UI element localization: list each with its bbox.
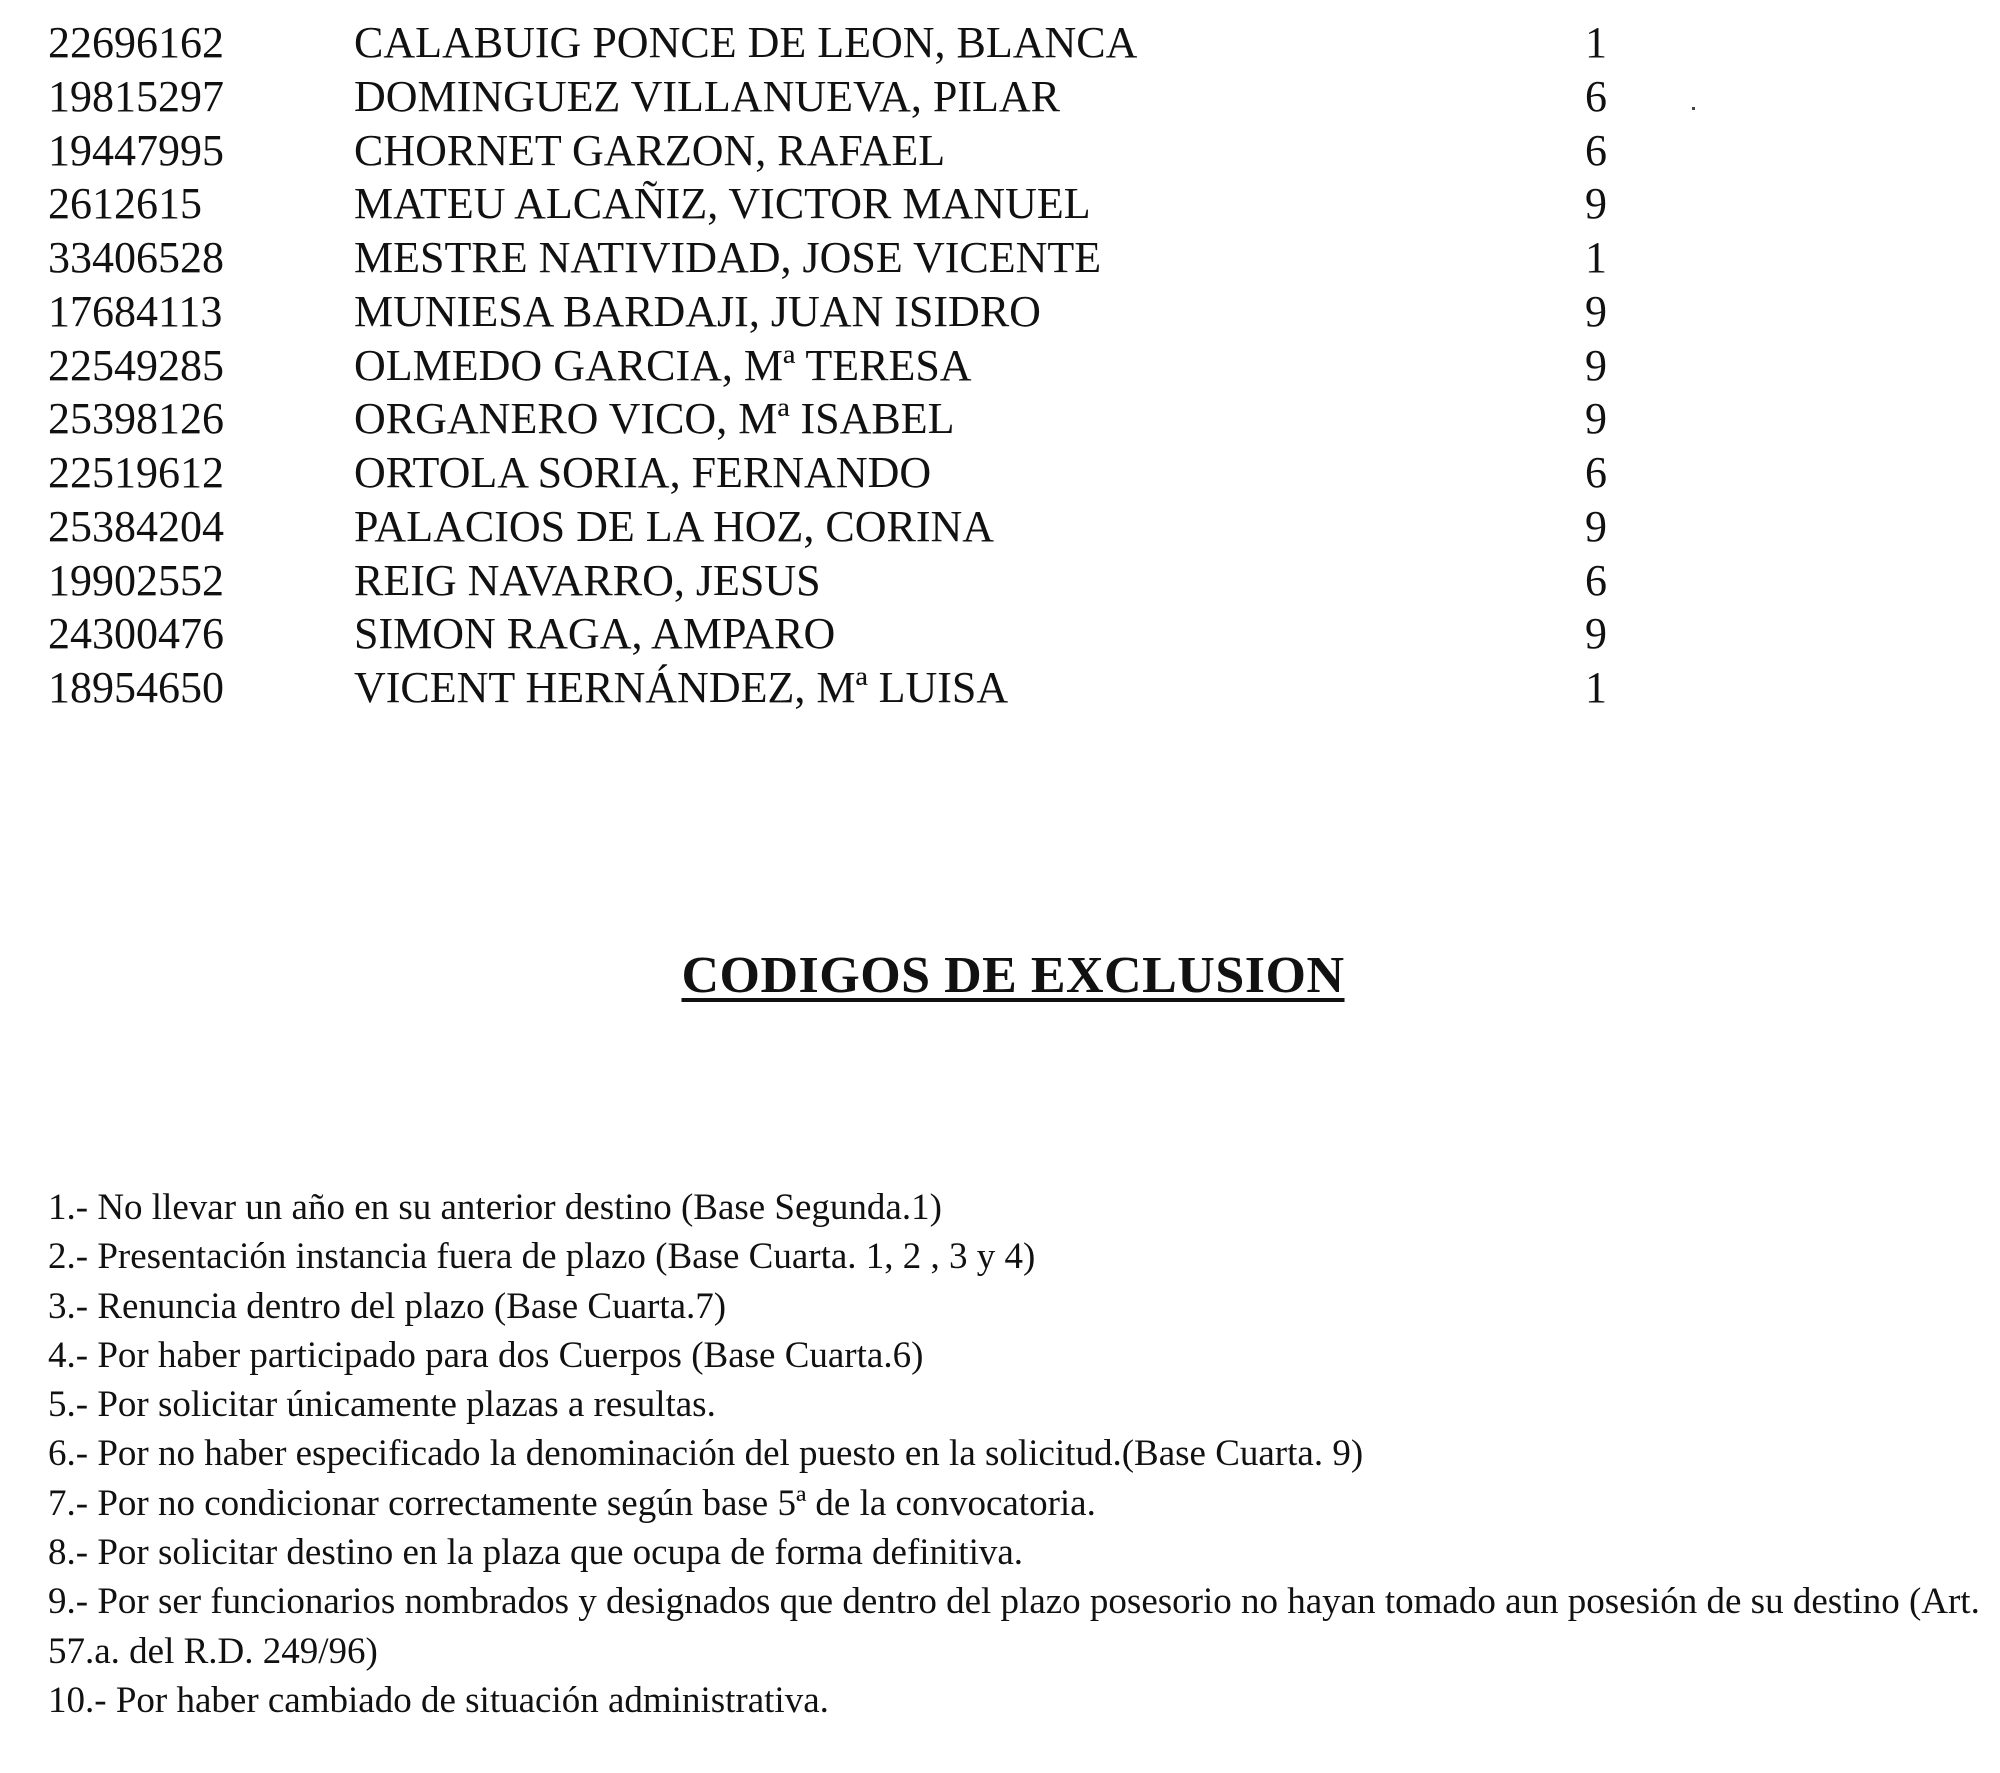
- exclusion-code-cell: 1: [1585, 233, 1607, 282]
- exclusion-code-item: 3.- Renuncia dentro del plazo (Base Cuarta.7): [48, 1285, 727, 1327]
- exclusion-code-cell: 6: [1585, 556, 1607, 605]
- exclusion-code-item: 7.- Por no condicionar correctamente según base 5ª de la convocatoria.: [48, 1482, 1096, 1524]
- name-cell: MUNIESA BARDAJI, JUAN ISIDRO: [354, 287, 1041, 336]
- dni-cell: 18954650: [48, 663, 224, 712]
- exclusion-code-list: [48, 1183, 1998, 1725]
- exclusion-code-cell: 9: [1585, 287, 1607, 336]
- name-cell: REIG NAVARRO, JESUS: [354, 556, 821, 605]
- dni-cell: 25384204: [48, 502, 224, 551]
- table-row: [0, 285, 2000, 339]
- scan-speck: [1692, 107, 1695, 110]
- exclusion-code-item: 9.- Por ser funcionarios nombrados y designados que dentro del plazo posesorio no hayan tomado aun posesión de su destino (Art. 57.a. del R.D. 249/96): [48, 1581, 1980, 1672]
- table-row: [0, 70, 2000, 124]
- name-cell: CALABUIG PONCE DE LEON, BLANCA: [354, 18, 1138, 67]
- exclusion-code-item: 1.- No llevar un año en su anterior destino (Base Segunda.1): [48, 1187, 942, 1228]
- name-cell: PALACIOS DE LA HOZ, CORINA: [354, 502, 995, 551]
- name-cell: ORTOLA SORIA, FERNANDO: [354, 448, 932, 497]
- table-row: [0, 554, 2000, 608]
- table-row: [0, 392, 2000, 446]
- exclusion-code-cell: 9: [1585, 609, 1607, 658]
- dni-cell: 19815297: [48, 72, 224, 121]
- exclusion-code-item: 2.- Presentación instancia fuera de plazo (Base Cuarta. 1, 2 , 3 y 4): [48, 1236, 1036, 1278]
- exclusion-code-cell: 9: [1585, 179, 1607, 228]
- table-row: [0, 124, 2000, 178]
- name-cell: CHORNET GARZON, RAFAEL: [354, 126, 946, 175]
- name-cell: DOMINGUEZ VILLANUEVA, PILAR: [354, 72, 1060, 121]
- dni-cell: 22519612: [48, 448, 224, 497]
- dni-cell: 19902552: [48, 556, 224, 605]
- exclusion-code-item: 6.- Por no haber especificado la denominación del puesto en la solicitud.(Base Cuarta. 9): [48, 1433, 1364, 1475]
- table-row: [0, 661, 2000, 715]
- exclusion-code-cell: 1: [1585, 663, 1607, 712]
- dni-cell: 17684113: [48, 287, 223, 336]
- section-heading: CODIGOS DE EXCLUSION: [681, 947, 1345, 1004]
- name-cell: MATEU ALCAÑIZ, VICTOR MANUEL: [354, 179, 1091, 228]
- dni-cell: 2612615: [48, 179, 202, 228]
- table-row: [0, 607, 2000, 661]
- exclusion-code-item: 8.- Por solicitar destino en la plaza que ocupa de forma definitiva.: [48, 1532, 1024, 1574]
- dni-cell: 33406528: [48, 233, 224, 282]
- table-row: [0, 231, 2000, 285]
- dni-cell: 22549285: [48, 341, 224, 390]
- dni-cell: 25398126: [48, 394, 224, 443]
- table-row: [0, 500, 2000, 554]
- name-cell: ORGANERO VICO, Mª ISABEL: [354, 394, 955, 443]
- table-row: [0, 446, 2000, 500]
- exclusion-code-item: 5.- Por solicitar únicamente plazas a resultas.: [48, 1384, 716, 1426]
- name-cell: VICENT HERNÁNDEZ, Mª LUISA: [354, 663, 1009, 712]
- exclusion-code-item: 10.- Por haber cambiado de situación administrativa.: [48, 1679, 829, 1721]
- table-row: [0, 339, 2000, 393]
- name-cell: MESTRE NATIVIDAD, JOSE VICENTE: [354, 233, 1102, 282]
- table-row: [0, 177, 2000, 231]
- name-cell: SIMON RAGA, AMPARO: [354, 609, 836, 658]
- dni-cell: 22696162: [48, 18, 224, 67]
- exclusion-code-cell: 6: [1585, 72, 1607, 121]
- exclusion-code-cell: 6: [1585, 448, 1607, 497]
- exclusion-code-cell: 1: [1585, 18, 1607, 67]
- table-row: [0, 16, 2000, 70]
- exclusion-code-cell: 9: [1585, 341, 1607, 390]
- exclusion-code-cell: 9: [1585, 394, 1607, 443]
- exclusion-code-item: 4.- Por haber participado para dos Cuerpos (Base Cuarta.6): [48, 1334, 924, 1376]
- dni-cell: 24300476: [48, 609, 224, 658]
- dni-cell: 19447995: [48, 126, 224, 175]
- name-cell: OLMEDO GARCIA, Mª TERESA: [354, 341, 972, 390]
- exclusion-code-cell: 9: [1585, 502, 1607, 551]
- exclusion-code-cell: 6: [1585, 126, 1607, 175]
